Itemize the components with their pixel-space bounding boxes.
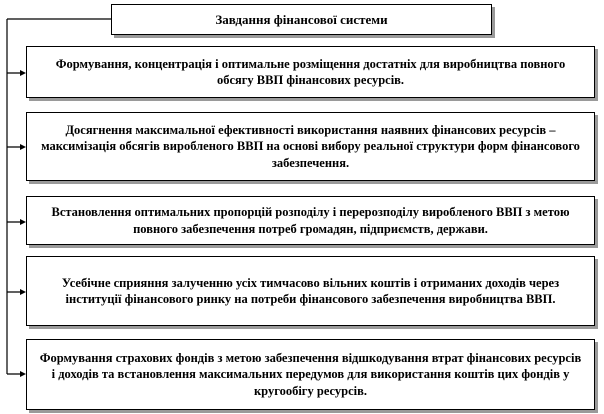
task-box-1: [26, 46, 595, 98]
arrow-4: [7, 289, 26, 295]
task-text-5: Формування страхових фондів з метою забезпечення відшкодування втрат фінансових ресурсів і доходів та встановлення максимальних передумов для використання коштів цих фондів у кругообігу ресурсів.: [39, 350, 582, 398]
arrow-2: [7, 144, 26, 150]
task-text-1: Формування, концентрація і оптимальне розміщення достатніх для виробництва повного обсягу ВВП фінансових ресурсів.: [55, 56, 566, 87]
task-box-3: [26, 196, 595, 245]
task-text-3: Встановлення оптимальних пропорцій розподілу і перерозподілу виробленого ВВП з метою повного забезпечення потреб громадян, підприємств, держави.: [51, 205, 570, 236]
task-text-4: Усебічне сприяння залученню усіх тимчасово вільних коштів і отриманих доходів через інституції фінансового ринку на потреби фінансового забезпечення виробництва ВВП.: [61, 275, 560, 306]
task-box-2: [26, 112, 595, 181]
arrow-5: [7, 371, 26, 377]
task-box-4: [26, 256, 595, 326]
title-box: [111, 4, 492, 35]
task-box-5: [26, 339, 595, 410]
title-text: Завдання фінансової системи: [215, 11, 388, 27]
task-text-2: Досягнення максимальної ефективності використання наявних фінансових ресурсів – максимізація обсягів виробленого ВВП на основі вибору реальної структури форм фінансового забезпечення.: [41, 122, 580, 170]
arrow-1: [7, 70, 26, 76]
arrow-3: [7, 219, 26, 225]
